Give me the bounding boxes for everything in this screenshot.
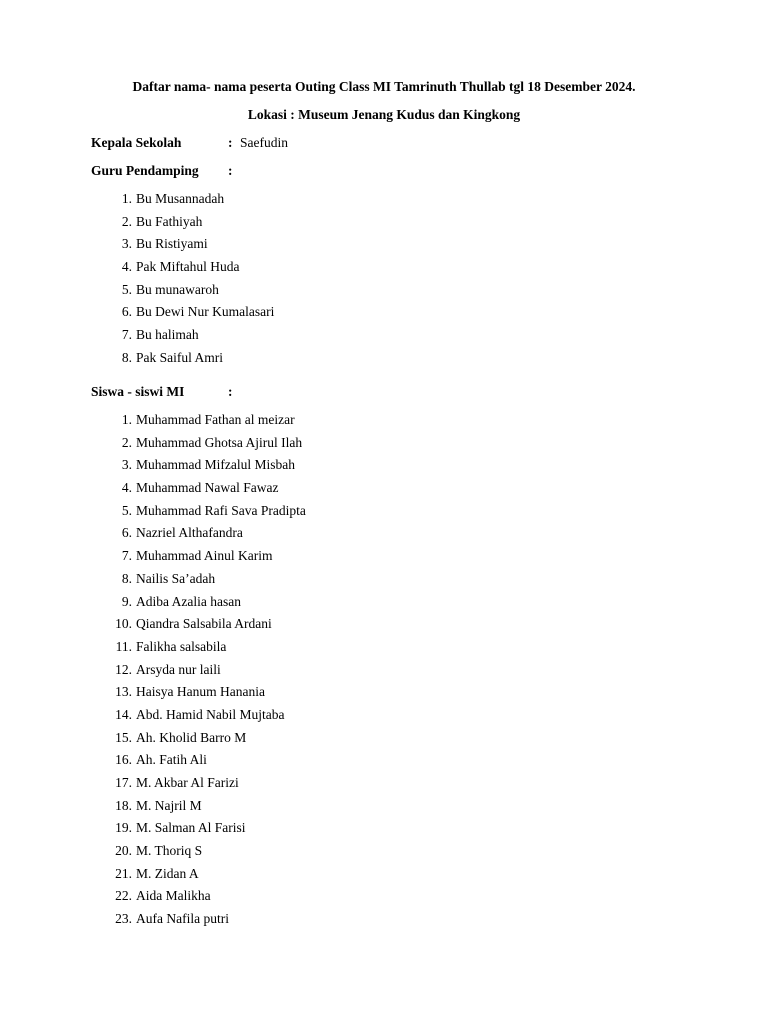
kepala-sekolah-value: Saefudin — [240, 135, 288, 150]
list-item-number: 18. — [115, 797, 132, 813]
kepala-sekolah-label: Kepala Sekolah — [91, 135, 182, 150]
guru-pendamping-label: Guru Pendamping — [91, 163, 199, 178]
list-item-number: 1. — [121, 412, 132, 427]
list-item-number: 4. — [121, 480, 132, 496]
list-item-number: 21. — [115, 865, 132, 881]
list-item-name: Bu Ristiyami — [136, 236, 208, 252]
guru-pendamping-row — [91, 163, 240, 179]
list-item-number: 14. — [115, 706, 132, 722]
list-item-name: Nazriel Althafandra — [136, 525, 243, 541]
list-item-number: 12. — [115, 661, 132, 677]
list-item-name: M. Thoriq S — [136, 843, 203, 859]
list-item-name: Bu munawaroh — [136, 281, 219, 297]
kepala-sekolah-row — [91, 135, 288, 151]
list-item-number: 16. — [115, 752, 132, 768]
list-item-name: Ah. Kholid Barro M — [136, 729, 247, 745]
guru-pendamping-colon: : — [228, 163, 233, 178]
list-item-name: Bu Dewi Nur Kumalasari — [136, 304, 275, 320]
siswa-colon: : — [228, 384, 233, 399]
list-item-number: 3. — [121, 457, 132, 473]
list-item-name: Muhammad Fathan al meizar — [136, 412, 295, 427]
list-item-number: 17. — [115, 775, 132, 790]
list-item-number: 22. — [115, 888, 132, 904]
list-item-name: M. Najril M — [136, 797, 202, 813]
list-item-name: Muhammad Ainul Karim — [136, 548, 273, 564]
list-item-number: 8. — [121, 570, 132, 586]
list-item-number: 2. — [121, 213, 132, 229]
list-item-number: 6. — [121, 304, 132, 320]
list-item-name: Adiba Azalia hasan — [136, 593, 241, 609]
list-item-name: Muhammad Mifzalul Misbah — [136, 457, 295, 473]
list-item-name: Bu halimah — [136, 327, 199, 343]
list-item-name: Nailis Sa’adah — [136, 570, 216, 586]
list-item-name: Abd. Hamid Nabil Mujtaba — [136, 706, 285, 722]
list-item-name: M. Zidan A — [136, 865, 199, 881]
list-item-number: 6. — [121, 525, 132, 541]
list-item-number: 15. — [115, 729, 132, 745]
location-line: Lokasi : Museum Jenang Kudus dan Kingkong — [247, 107, 521, 122]
list-item-name: Arsyda nur laili — [136, 661, 221, 677]
list-item-name: Bu Fathiyah — [136, 213, 203, 229]
list-item-number: 5. — [121, 502, 132, 518]
list-item-name: M. Salman Al Farisi — [136, 820, 246, 836]
list-item-number: 19. — [115, 820, 132, 836]
list-item-number: 10. — [115, 616, 132, 632]
list-item-number: 7. — [121, 327, 132, 343]
list-item-name: Aida Malikha — [136, 888, 211, 904]
list-item-name: Bu Musannadah — [136, 191, 225, 206]
list-item-number: 1. — [121, 191, 132, 206]
list-item-number: 2. — [121, 434, 132, 450]
list-item-number: 13. — [115, 684, 132, 700]
list-item-number: 23. — [115, 911, 132, 927]
list-item-name: M. Akbar Al Farizi — [136, 775, 239, 790]
list-item-name: Ah. Fatih Ali — [136, 752, 207, 768]
list-item-name: Aufa Nafila putri — [136, 911, 229, 927]
list-item-name: Muhammad Nawal Fawaz — [136, 480, 279, 496]
list-item-name: Muhammad Rafi Sava Pradipta — [136, 502, 306, 518]
kepala-sekolah-colon: : — [228, 135, 233, 150]
list-item-name: Haisya Hanum Hanania — [136, 684, 265, 700]
list-item-number: 8. — [121, 349, 132, 365]
list-item-number: 7. — [121, 548, 132, 564]
list-item-number: 4. — [121, 259, 132, 275]
siswa-row — [91, 384, 240, 400]
list-item-number: 3. — [121, 236, 132, 252]
list-item-name: Qiandra Salsabila Ardani — [136, 616, 272, 632]
list-item-number: 5. — [121, 281, 132, 297]
document-title: Daftar nama- nama peserta Outing Class MI Tamrinuth Thullab tgl 18 Desember 2024. — [132, 79, 636, 94]
list-item-name: Pak Miftahul Huda — [136, 259, 240, 275]
list-item-number: 20. — [115, 843, 132, 859]
list-item-name: Pak Saiful Amri — [136, 349, 223, 365]
list-item-number: 9. — [121, 593, 132, 609]
list-item-number: 11. — [115, 638, 132, 654]
list-item-name: Muhammad Ghotsa Ajirul Ilah — [136, 434, 303, 450]
list-item-name: Falikha salsabila — [136, 638, 227, 654]
siswa-label: Siswa - siswi MI — [91, 384, 185, 399]
